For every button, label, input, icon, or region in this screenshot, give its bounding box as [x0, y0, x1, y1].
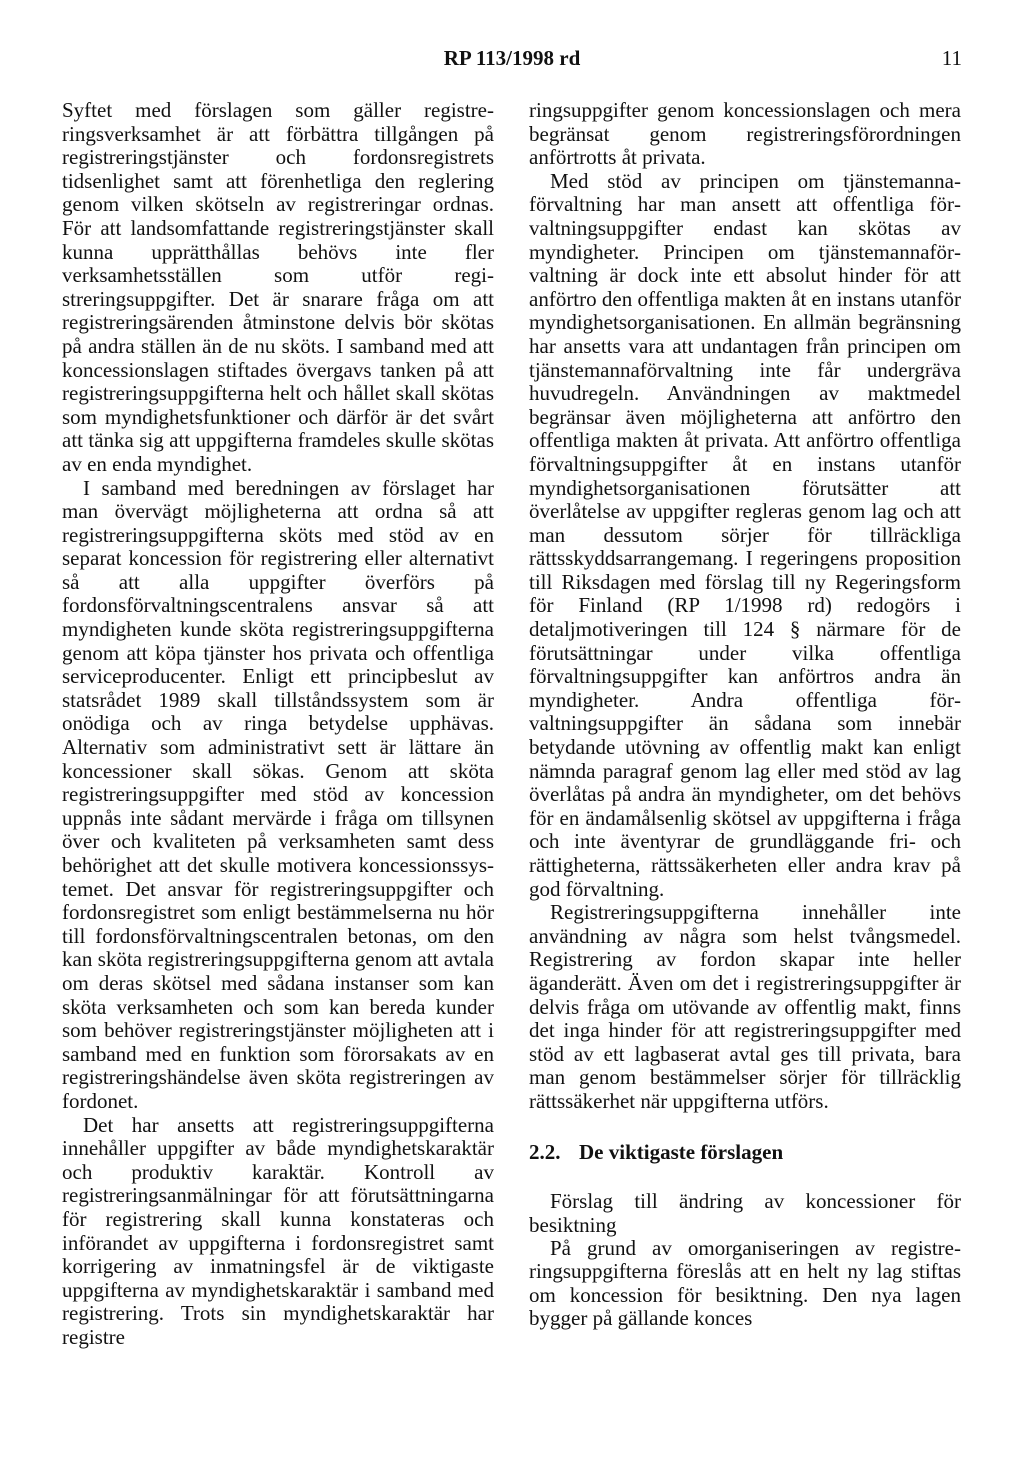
page-number: 11	[941, 46, 962, 70]
section-heading	[529, 1140, 961, 1164]
paragraph: På grund av omorganiseringen av registreringsuppgifterna föreslås att en helt ny lag stiftas om koncession för besiktning. Den nya lagen bygger på gällande konces	[529, 1235, 961, 1331]
paragraph: Det har ansetts att registreringsuppgifterna innehåller uppgifter av både myndighetskaraktär och produktiv karaktär. Kontroll av registreringsanmälningar för att förutsättningarna för registrering skall kunna konstateras och införandet av uppgifterna i fordonsregistret samt korrigering av inmatningsfel är de viktigaste uppgifterna av myndighetskaraktär i samband med registrering. Trots sin myndighetskaraktär har registre	[62, 1112, 494, 1349]
left-column	[62, 99, 494, 1349]
paragraph: Registreringsuppgifterna innehåller inte användning av några som helst tvångsmedel. Registrering av fordon skapar inte heller äganderätt. Även om det i registreringsuppgifter är delvis fråga om utövande av offentlig makt, finns det inga hinder för att registreringsuppgifter med stöd av ett lagbaserat avtal ges till privata, bara man genom bestämmelser sörjer för tillräcklig rättssäkerhet när uppgifterna utförs.	[529, 900, 961, 1113]
paragraph: Med stöd av principen om tjänstemannaförvaltning har man ansett att offentliga förvaltningsuppgifter endast kan skötas av myndigheter. Principen om tjänstemannaförvaltning är dock inte ett absolut hinder för att anförtro den offentliga makten åt en instans utanför myndighetsorganisationen. En allmän begränsning har ansetts vara att undantagen från principen om tjänstemannaförvaltning inte får undergräva huvudregeln. Användningen av maktmedel begränsar även möjligheterna att anförtro den offentliga makten åt privata. Att anförtro offentliga förvaltningsuppgifter åt en instans utanför myndighetsorganisationen förutsätter att överlåtelse av uppgifter regleras genom lag och att man dessutom sörjer för tillräckliga rättsskyddsarrangemang. I regeringens proposition till Riksdagen med förslag till ny Regeringsform för Finland (RP 1/1998 rd) redogörs i detaljmotiveringen till 124 § närmare för de förutsättningar under vilka offentliga förvaltningsuppgifter kan anförtros andra än myndigheter. Andra offentliga förvaltningsuppgifter än sådana som innebär betydande utövning av offentlig makt kan enligt nämnda paragraf genom lag eller med stöd av lag överlåtas på andra än myndigheter, om det behövs för en ändamålsenlig skötsel av uppgifterna i fråga och inte äventyrar de grundläggande fri- och rättigheterna, rättssäkerheten eller andra krav på god förvaltning.	[529, 168, 961, 901]
paragraph: I samband med beredningen av förslaget har man övervägt möjligheterna att ordna så att registreringsuppgifterna sköts med stöd av en separat koncession för registrering eller alternativt så att alla uppgifter överförs på fordonsförvaltningscentralens ansvar så att myndigheten kunde sköta registreringsuppgifterna genom att köpa tjänster hos privata och offentliga serviceproducenter. Enligt ett principbeslut av statsrådet 1989 skall tillståndssystem som är onödiga och av ringa betydelse upphävas. Alternativ som administrativt sett är lättare än koncessioner skall sökas. Genom att sköta registreringsuppgifter med stöd av koncession uppnås inte sådant mervärde i fråga om tillsynen över och kvaliteten på verksamheten samt dess behörighet att det skulle motivera koncessionssystemet. Det ansvar för registreringsuppgifter och fordonsregistret som enligt bestämmelserna nu hör till fordonsförvaltningscentralen betonas, om den kan sköta registreringsuppgifterna genom att avtala om deras skötsel med sådana instanser som kan sköta verksamheten och som kan bereda kunder som behöver registreringstjänster möjligheten att i samband med en funktion som förorsakats av en registreringshändelse även sköta registreringen av fordonet.	[62, 475, 494, 1113]
paragraph: Syftet med förslagen som gäller registreringsverksamhet är att förbättra tillgången på registreringstjänster och fordonsregistrets tidsenlighet samt att förenhetliga den reglering genom vilken skötseln av registreringar ordnas. För att landsomfattande registreringstjänster skall kunna upprätthållas behövs inte fler verksamhetsställen som utför registreringsuppgifter. Det är snarare fråga om att registreringsärenden åtminstone delvis bör skötas på andra ställen än de nu sköts. I samband med att koncessionslagen stiftades övergavs tanken på att registreringsuppgifterna helt och hållet skall skötas som myndighetsfunktioner och därför är det svårt att tänka sig att uppgifterna framdeles skulle skötas av en enda myndighet.	[62, 98, 494, 476]
right-column	[529, 99, 961, 1331]
page-header-title: RP 113/1998 rd	[443, 46, 581, 70]
paragraph: ringsuppgifter genom koncessionslagen och mera begränsat genom registreringsförordningen anförtrotts åt privata.	[529, 98, 961, 170]
section-number: 2.2.	[529, 1139, 561, 1164]
section-title: De viktigaste förslagen	[579, 1139, 784, 1164]
subheading: Förslag till ändring av koncessioner för besiktning	[529, 1188, 961, 1237]
